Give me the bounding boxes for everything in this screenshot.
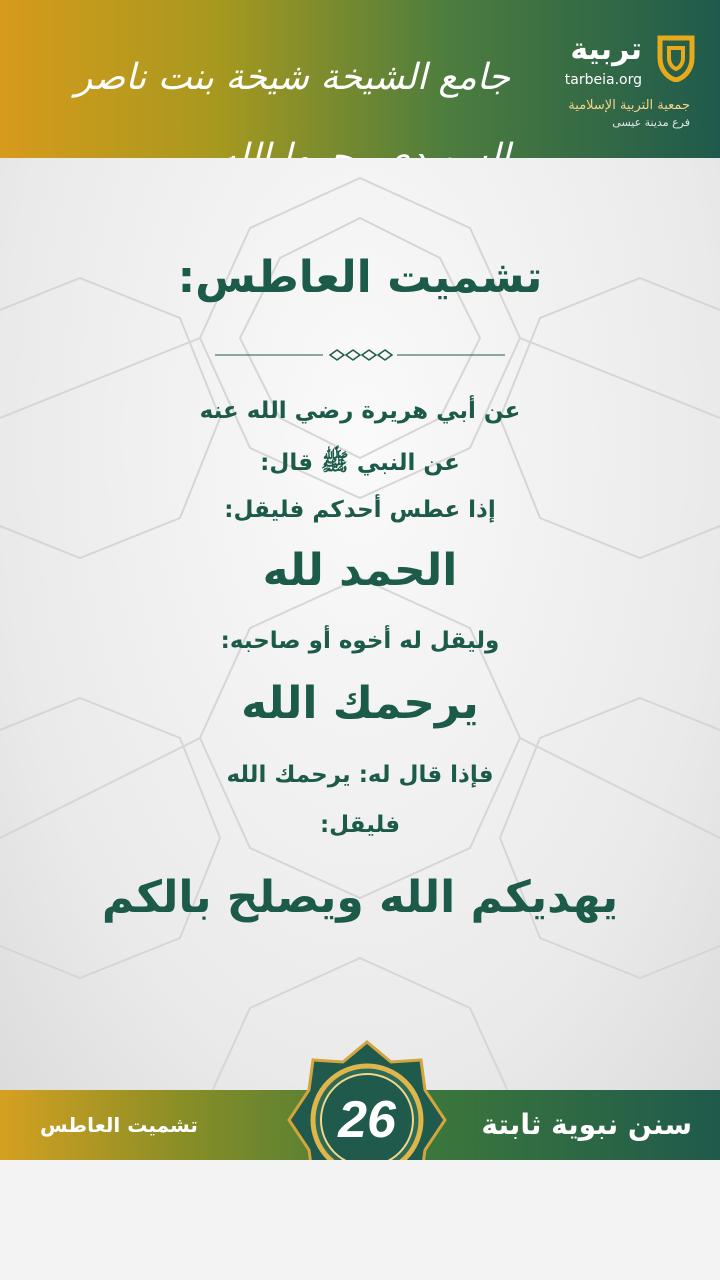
logo-url: tarbeia.org xyxy=(564,72,642,88)
footer-series-title: سنن نبوية ثابتة xyxy=(481,1108,692,1141)
hadith-line-4: وليقل له أخوه أو صاحبه: xyxy=(220,628,500,654)
logo-wordmark: تربية xyxy=(570,32,642,67)
episode-number: 26 xyxy=(338,1091,396,1149)
shield-logo-icon xyxy=(656,34,696,82)
hadith-line-1: عن أبي هريرة رضي الله عنه xyxy=(199,398,521,424)
hadith-line-3: إذا عطس أحدكم فليقل: xyxy=(224,497,496,523)
hadith-emphasis-2: يرحمك الله xyxy=(241,678,479,729)
hadith-emphasis-3: يهديكم الله ويصلح بالكم xyxy=(101,872,619,923)
header-banner xyxy=(0,0,720,158)
bottom-blank-area xyxy=(0,1160,720,1280)
tarbeia-logo xyxy=(515,26,700,136)
logo-subtitle: جمعية التربية الإسلامية xyxy=(568,98,690,113)
hadith-line-6: فليقل: xyxy=(319,812,401,838)
hadith-line-2: عن النبي ﷺ قال: xyxy=(260,450,460,476)
hadith-line-5: فإذا قال له: يرحمك الله xyxy=(226,762,494,788)
footer-topic: تشميت العاطس xyxy=(40,1113,198,1137)
ornament-divider xyxy=(215,348,505,362)
mosque-calligraphy: جامع الشيخة شيخة بنت ناصر xyxy=(74,57,510,98)
logo-branch: فرع مدينة عيسى xyxy=(612,116,690,129)
hadith-emphasis-1: الحمد لله xyxy=(262,545,458,596)
page-title: تشميت العاطس: xyxy=(177,252,543,303)
